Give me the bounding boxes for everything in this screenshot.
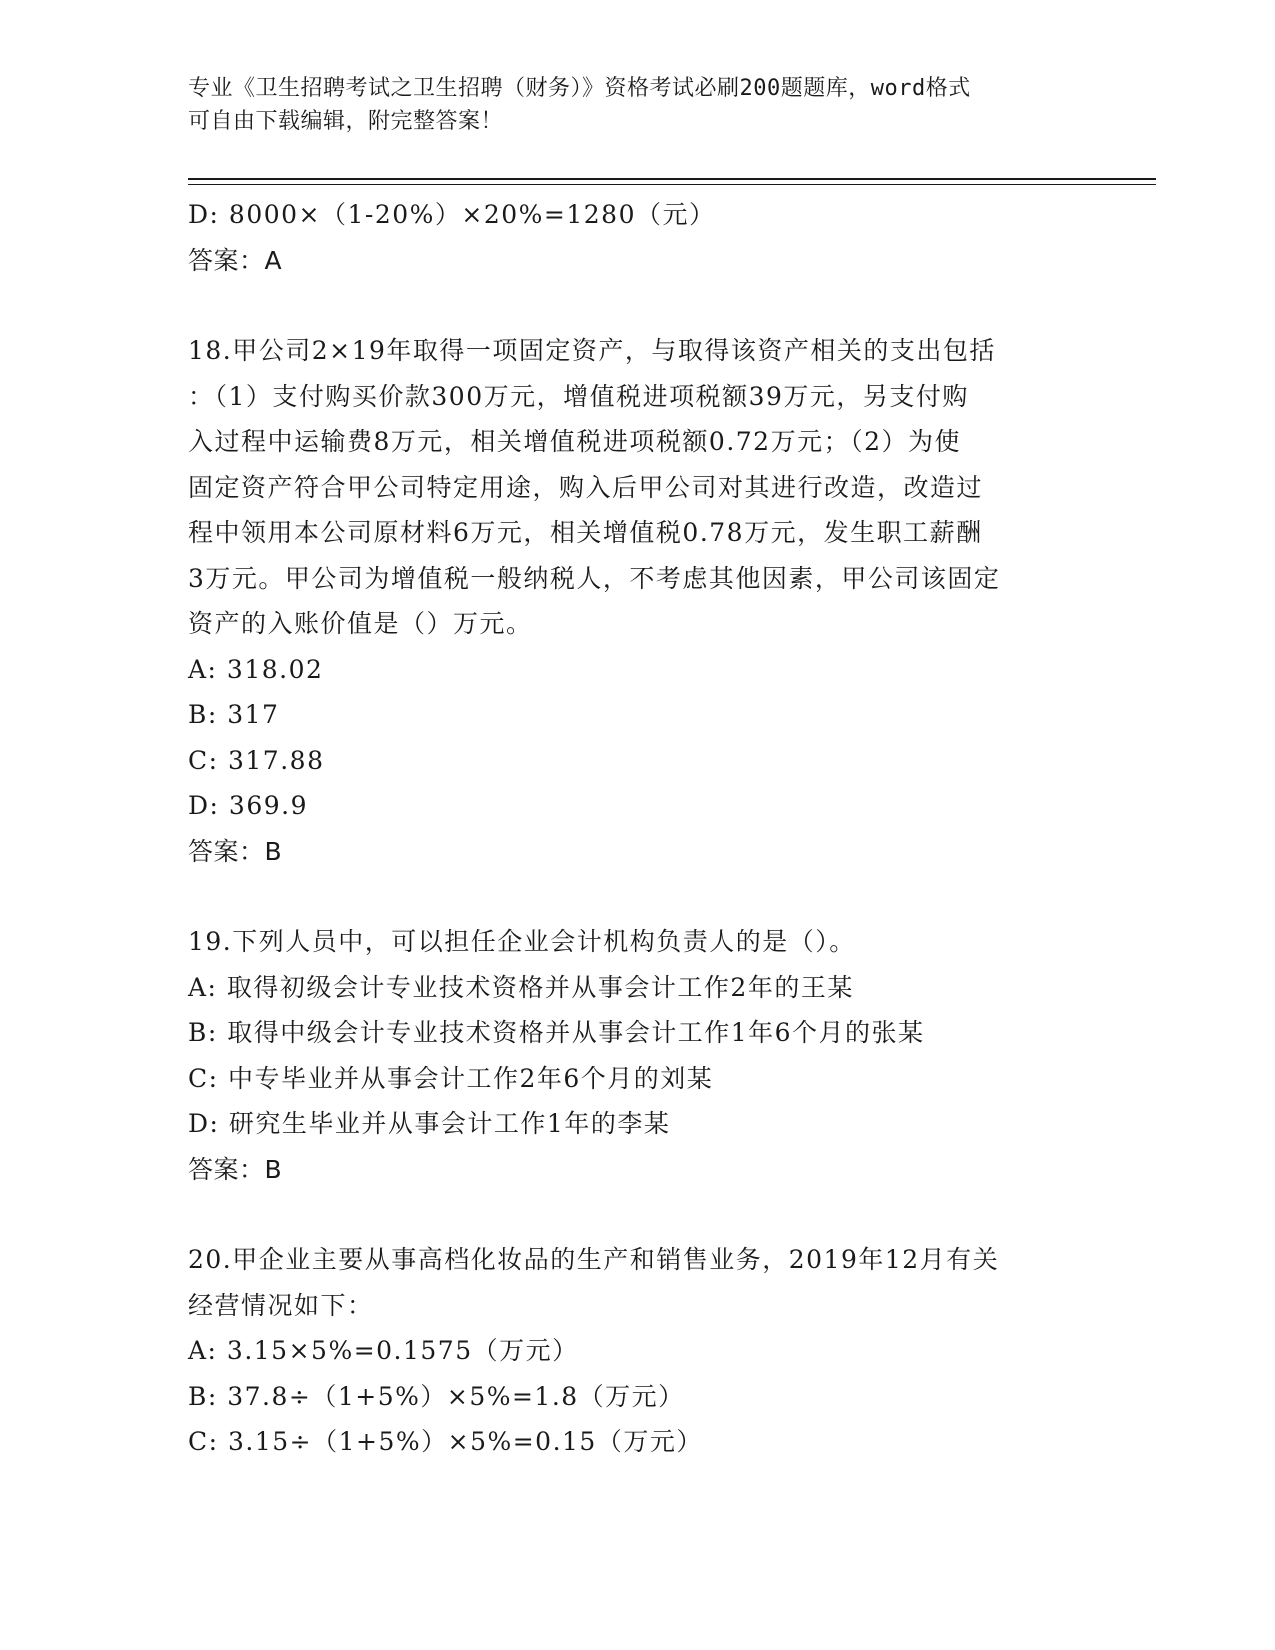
option-d: D: 研究生毕业并从事会计工作1年的李某 bbox=[188, 1109, 671, 1138]
option-a: A: 3.15×5%=0.1575（万元） bbox=[188, 1336, 579, 1365]
option-d: D: 369.9 bbox=[188, 791, 308, 820]
option-c: C: 317.88 bbox=[188, 745, 325, 775]
question-stem-line: 3万元。甲公司为增值税一般纳税人，不考虑其他因素，甲公司该固定 bbox=[188, 563, 1001, 593]
question-18 bbox=[188, 328, 1088, 874]
option-b: B: 37.8÷（1+5%）×5%=1.8（万元） bbox=[188, 1381, 685, 1411]
question-stem-line: 程中领用本公司原材料6万元，相关增值税0.78万元，发生职工薪酬 bbox=[188, 518, 983, 547]
question-stem-line: 19.下列人员中，可以担任企业会计机构负责人的是（）。 bbox=[188, 927, 856, 956]
question-stem-line: ：（1）支付购买价款300万元，增值税进项税额39万元，另支付购 bbox=[188, 381, 969, 411]
option-c: C: 3.15÷（1+5%）×5%=0.15（万元） bbox=[188, 1427, 703, 1456]
question-17-tail bbox=[188, 192, 1088, 283]
option-a: A: 取得初级会计专业技术资格并从事会计工作2年的王某 bbox=[188, 972, 854, 1002]
header-divider-thin bbox=[188, 184, 1156, 185]
option-b: B: 取得中级会计专业技术资格并从事会计工作1年6个月的张某 bbox=[188, 1018, 925, 1047]
question-stem-line: 资产的入账价值是（）万元。 bbox=[188, 609, 533, 638]
question-stem-line: 20.甲企业主要从事高档化妆品的生产和销售业务，2019年12月有关 bbox=[188, 1245, 1000, 1274]
question-20 bbox=[188, 1237, 1088, 1465]
answer: 答案：B bbox=[188, 836, 283, 866]
document-body bbox=[188, 192, 1088, 1465]
header-line: 可自由下载编辑，附完整答案！ bbox=[188, 109, 504, 134]
header-divider bbox=[188, 178, 1156, 180]
spacer bbox=[188, 874, 1088, 919]
option-d: D: 8000×（1-20%）×20%=1280（元） bbox=[188, 200, 716, 229]
answer: 答案：A bbox=[188, 245, 283, 275]
spacer bbox=[188, 283, 1088, 328]
question-19 bbox=[188, 919, 1088, 1192]
option-a: A: 318.02 bbox=[188, 654, 324, 684]
option-c: C: 中专毕业并从事会计工作2年6个月的刘某 bbox=[188, 1063, 714, 1093]
question-stem-line: 经营情况如下： bbox=[188, 1290, 374, 1320]
answer: 答案：B bbox=[188, 1154, 283, 1184]
question-stem-line: 18.甲公司2×19年取得一项固定资产，与取得该资产相关的支出包括 bbox=[188, 336, 996, 365]
page-header bbox=[188, 72, 1068, 138]
option-b: B: 317 bbox=[188, 700, 280, 729]
header-line: 专业《卫生招聘考试之卫生招聘（财务）》资格考试必刷200题题库，word格式 bbox=[188, 76, 971, 101]
spacer bbox=[188, 1192, 1088, 1237]
question-stem-line: 入过程中运输费8万元，相关增值税进项税额0.72万元；（2）为使 bbox=[188, 427, 961, 456]
question-stem-line: 固定资产符合甲公司特定用途，购入后甲公司对其进行改造，改造过 bbox=[188, 472, 984, 502]
